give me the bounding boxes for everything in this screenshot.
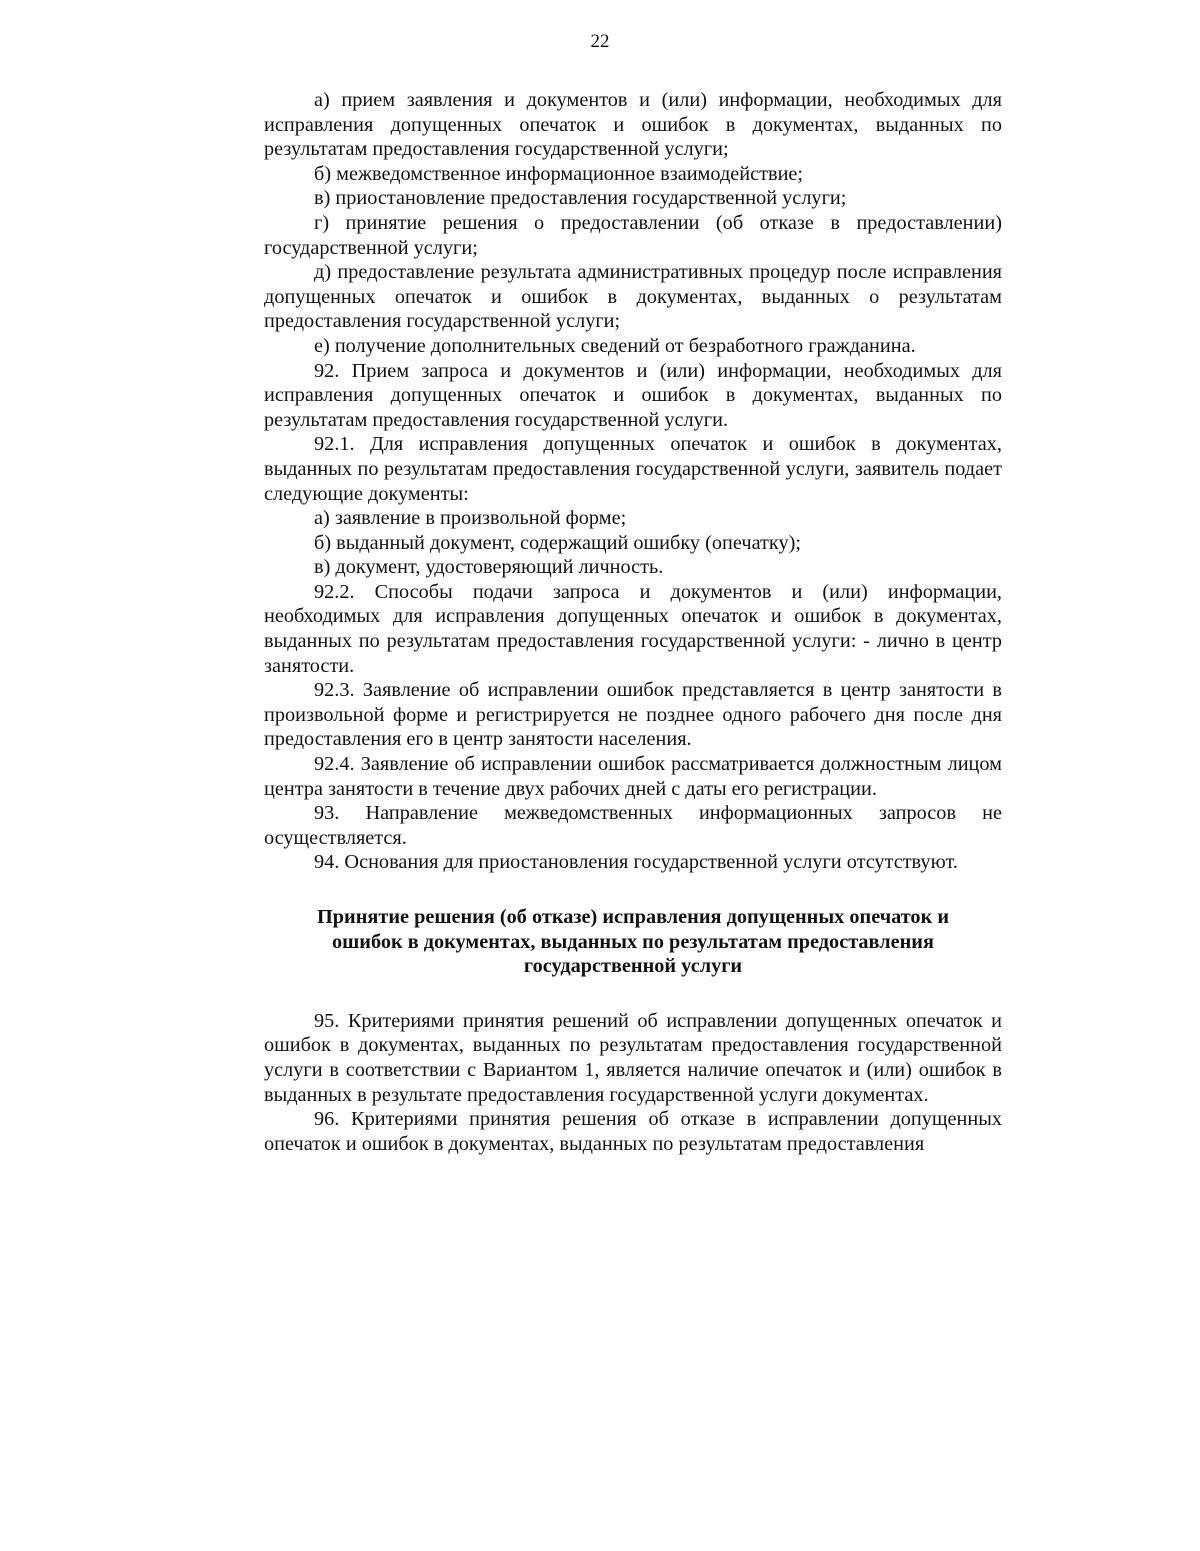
paragraph-92: 92. Прием запроса и документов и (или) информации, необходимых для исправления допущенных опечаток и ошибок в документах, выданных по результатам предоставления государственной услуги.: [264, 359, 1002, 431]
paragraph-92-2: 92.2. Способы подачи запроса и документов и (или) информации, необходимых для исправления допущенных опечаток и ошибок в документах, выданных по результатам предоставления государственной услуги: - лично в центр занятости.: [264, 580, 1002, 677]
section-title-line: государственной услуги: [523, 955, 743, 978]
section-title-line: ошибок в документах, выданных по результатам предоставления: [332, 930, 934, 953]
section-title: [264, 905, 1002, 979]
page-number: 22: [590, 31, 610, 52]
paragraph-item-e: е) получение дополнительных сведений от безработного гражданина.: [314, 334, 916, 357]
paragraph-92-1: 92.1. Для исправления допущенных опечаток и ошибок в документах, выданных по результатам предоставления государственной услуги, заявитель подает следующие документы:: [264, 433, 1002, 505]
paragraph-item-b: б) межведомственное информационное взаимодействие;: [314, 162, 804, 185]
paragraph-item-d: д) предоставление результата административных процедур после исправления допущенных опечаток и ошибок в документах, выданных о результатам предоставления государственной услуги;: [264, 261, 1002, 333]
paragraph-item-g: г) принятие решения о предоставлении (об отказе в предоставлении) государственной услуги;: [264, 211, 1002, 259]
paragraph-item-v: в) приостановление предоставления государственной услуги;: [314, 187, 847, 210]
section-title-line: Принятие решения (об отказе) исправления допущенных опечаток и: [316, 906, 950, 928]
paragraph-92-4: 92.4. Заявление об исправлении ошибок рассматривается должностным лицом центра занятости в течение двух рабочих дней с даты его регистрации.: [264, 753, 1002, 800]
document-body: [264, 88, 1002, 1156]
paragraph-item-a: а) прием заявления и документов и (или) информации, необходимых для исправления допущенных опечаток и ошибок в документах, выданных по результатам предоставления государственной услуги;: [264, 89, 1002, 161]
paragraph-93: 93. Направление межведомственных информационных запросов не осуществляется.: [264, 802, 1002, 849]
paragraph-92-1-a: а) заявление в произвольной форме;: [314, 507, 627, 530]
paragraph-92-1-b: б) выданный документ, содержащий ошибку (опечатку);: [314, 531, 802, 554]
paragraph-96: 96. Критериями принятия решения об отказе в исправлении допущенных опечаток и ошибок в документах, выданных по результатам предоставления: [264, 1108, 1002, 1155]
paragraph-95: 95. Критериями принятия решений об исправлении допущенных опечаток и ошибок в документах, выданных по результатам предоставления государственной услуги в соответствии с Вариантом 1, является наличие опечаток и (или) ошибок в выданных в результате предоставления государственной услуги документах.: [264, 1009, 1002, 1106]
paragraph-94: 94. Основания для приостановления государственной услуги отсутствуют.: [314, 851, 958, 874]
paragraph-92-1-v: в) документ, удостоверяющий личность.: [314, 556, 664, 579]
paragraph-92-3: 92.3. Заявление об исправлении ошибок представляется в центр занятости в произвольной форме и регистрируется не позднее одного рабочего дня после дня предоставления его в центр занятости населения.: [264, 679, 1002, 751]
